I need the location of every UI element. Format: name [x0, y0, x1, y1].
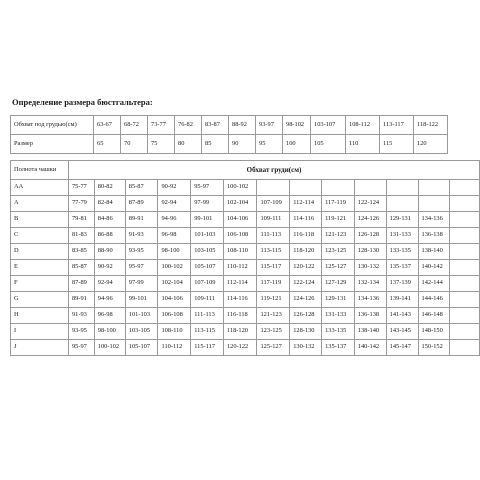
- bust-cell: 123-125: [322, 244, 355, 260]
- bust-cell: 94-96: [158, 212, 191, 228]
- bust-cell: 80-82: [94, 180, 125, 196]
- bust-cell: 75-77: [68, 180, 94, 196]
- bust-cell: 97-99: [125, 276, 158, 292]
- bust-cell: 99-101: [191, 212, 224, 228]
- table-row: [11, 228, 480, 244]
- bust-cell: 102-104: [158, 276, 191, 292]
- empty-cell: [450, 180, 480, 196]
- bust-cell: 105-107: [191, 260, 224, 276]
- size-cell: 110: [346, 135, 380, 154]
- empty-cell: [450, 244, 480, 260]
- bust-cell: 98-100: [94, 324, 125, 340]
- bust-cell: 119-121: [322, 212, 355, 228]
- underbust-cell: 113-117: [380, 116, 414, 135]
- bust-cell: 129-131: [322, 292, 355, 308]
- bust-cell: 86-88: [94, 228, 125, 244]
- underbust-cell: 88-92: [229, 116, 256, 135]
- cup-label: A: [11, 196, 69, 212]
- bust-cell: 125-127: [322, 260, 355, 276]
- underbust-row: [11, 116, 448, 135]
- bust-cell: 92-94: [158, 196, 191, 212]
- bust-cell: [290, 180, 322, 196]
- bust-cell: 126-128: [354, 228, 386, 244]
- bust-cell: 138-140: [418, 244, 450, 260]
- cup-label: I: [11, 324, 69, 340]
- bust-cell: [386, 196, 418, 212]
- empty-cell: [450, 260, 480, 276]
- bust-cell: [354, 180, 386, 196]
- empty-cell: [450, 228, 480, 244]
- bust-cell: 107-109: [257, 196, 290, 212]
- bust-cell: 101-103: [125, 308, 158, 324]
- empty-cell: [450, 196, 480, 212]
- bust-cell: 134-136: [354, 292, 386, 308]
- cup-label: AA: [11, 180, 69, 196]
- bust-cell: 92-94: [94, 276, 125, 292]
- bust-cell: 120-122: [290, 260, 322, 276]
- table-row: [11, 276, 480, 292]
- bust-cell: 135-137: [322, 340, 355, 356]
- bust-cell: 110-112: [158, 340, 191, 356]
- bust-cell: 121-123: [322, 228, 355, 244]
- bust-cell: 133-135: [322, 324, 355, 340]
- bust-cell: 83-85: [68, 244, 94, 260]
- bust-cell: 131-133: [322, 308, 355, 324]
- bust-cell: 102-104: [223, 196, 257, 212]
- bust-cell: 122-124: [354, 196, 386, 212]
- cup-label: F: [11, 276, 69, 292]
- bust-cell: [418, 196, 450, 212]
- bust-cell: 121-123: [257, 308, 290, 324]
- bust-cell: 111-113: [257, 228, 290, 244]
- bust-cell: 109-111: [257, 212, 290, 228]
- bust-cell: 148-150: [418, 324, 450, 340]
- bust-cell: 120-122: [223, 340, 257, 356]
- table-row: [11, 292, 480, 308]
- bust-cell: 128-130: [290, 324, 322, 340]
- underbust-cell: 108-112: [346, 116, 380, 135]
- bust-cell: 124-126: [290, 292, 322, 308]
- empty-cell: [450, 340, 480, 356]
- bust-cell: 77-79: [68, 196, 94, 212]
- bust-cell: 88-90: [94, 244, 125, 260]
- size-cell: 100: [283, 135, 311, 154]
- bust-cell: 137-139: [386, 276, 418, 292]
- bust-cell: 95-97: [125, 260, 158, 276]
- bust-cell: 105-107: [125, 340, 158, 356]
- table-row: [11, 196, 480, 212]
- bust-cell: 144-146: [418, 292, 450, 308]
- bust-cell: 143-145: [386, 324, 418, 340]
- bust-cell: 139-141: [386, 292, 418, 308]
- bust-cell: 136-138: [418, 228, 450, 244]
- cup-header: Полнота чашки: [11, 161, 69, 180]
- size-cell: 120: [414, 135, 448, 154]
- table-row: [11, 260, 480, 276]
- table-row: [11, 324, 480, 340]
- underbust-cell: 98-102: [283, 116, 311, 135]
- bust-cell: 115-117: [257, 260, 290, 276]
- bust-cell: 134-136: [418, 212, 450, 228]
- bust-cell: 104-106: [223, 212, 257, 228]
- table-row: [11, 308, 480, 324]
- bust-cell: 140-142: [354, 340, 386, 356]
- bust-cell: 138-140: [354, 324, 386, 340]
- bust-cell: 123-125: [257, 324, 290, 340]
- size-cell: 105: [311, 135, 346, 154]
- bust-cell: 150-152: [418, 340, 450, 356]
- bust-cell: 130-132: [354, 260, 386, 276]
- bust-cell: 85-87: [68, 260, 94, 276]
- table-row: [11, 212, 480, 228]
- bust-cell: 97-99: [191, 196, 224, 212]
- size-cell: 90: [229, 135, 256, 154]
- bust-cell: 119-121: [257, 292, 290, 308]
- underbust-cell: 73-77: [148, 116, 175, 135]
- table-row: [11, 180, 480, 196]
- cup-label: B: [11, 212, 69, 228]
- cup-label: J: [11, 340, 69, 356]
- bust-cell: 124-126: [354, 212, 386, 228]
- bust-cell: 112-114: [290, 196, 322, 212]
- bust-cell: 146-148: [418, 308, 450, 324]
- bust-cell: 109-111: [191, 292, 224, 308]
- bust-cell: 111-113: [191, 308, 224, 324]
- bust-cell: 125-127: [257, 340, 290, 356]
- empty-cell: [450, 212, 480, 228]
- bust-cell: 117-119: [257, 276, 290, 292]
- bust-cell: 89-91: [125, 212, 158, 228]
- cup-size-table: [10, 160, 480, 356]
- bust-cell: 85-87: [125, 180, 158, 196]
- bust-cell: 89-91: [68, 292, 94, 308]
- bust-cell: [386, 180, 418, 196]
- bust-cell: 79-81: [68, 212, 94, 228]
- bust-cell: 98-100: [158, 244, 191, 260]
- size-label: Размер: [11, 135, 94, 154]
- bust-cell: 118-120: [290, 244, 322, 260]
- cup-label: C: [11, 228, 69, 244]
- bust-cell: 95-97: [68, 340, 94, 356]
- bust-cell: 115-117: [191, 340, 224, 356]
- underbust-cell: 68-72: [121, 116, 148, 135]
- bust-cell: 122-124: [290, 276, 322, 292]
- empty-cell: [450, 276, 480, 292]
- bust-cell: [322, 180, 355, 196]
- bust-cell: 141-143: [386, 308, 418, 324]
- bust-cell: 101-103: [191, 228, 224, 244]
- cup-label: G: [11, 292, 69, 308]
- bust-cell: 90-92: [158, 180, 191, 196]
- bust-cell: 112-114: [223, 276, 257, 292]
- underbust-cell: 63-67: [94, 116, 121, 135]
- bust-cell: 100-102: [223, 180, 257, 196]
- bust-cell: 91-93: [125, 228, 158, 244]
- bust-cell: 114-116: [290, 212, 322, 228]
- bust-cell: 84-86: [94, 212, 125, 228]
- size-cell: 75: [148, 135, 175, 154]
- bust-cell: 132-134: [354, 276, 386, 292]
- bust-cell: 99-101: [125, 292, 158, 308]
- cup-label: D: [11, 244, 69, 260]
- bust-cell: 103-105: [191, 244, 224, 260]
- bust-cell: 87-89: [68, 276, 94, 292]
- bust-cell: 94-96: [94, 292, 125, 308]
- table-row: [11, 244, 480, 260]
- bust-cell: 106-108: [223, 228, 257, 244]
- bust-cell: 140-142: [418, 260, 450, 276]
- bust-header: Обхват груди(см): [68, 161, 479, 180]
- empty-cell: [450, 324, 480, 340]
- bust-cell: 113-115: [257, 244, 290, 260]
- size-cell: 95: [256, 135, 283, 154]
- bust-cell: [257, 180, 290, 196]
- bust-cell: 90-92: [94, 260, 125, 276]
- bust-cell: 117-119: [322, 196, 355, 212]
- cup-label: E: [11, 260, 69, 276]
- table-row: [11, 340, 480, 356]
- bust-cell: 118-120: [223, 324, 257, 340]
- bust-cell: 131-133: [386, 228, 418, 244]
- bust-cell: 93-95: [125, 244, 158, 260]
- bust-cell: 82-84: [94, 196, 125, 212]
- bust-cell: 129-131: [386, 212, 418, 228]
- bust-cell: 126-128: [290, 308, 322, 324]
- empty-cell: [450, 292, 480, 308]
- bust-cell: 108-110: [158, 324, 191, 340]
- bust-cell: 96-98: [94, 308, 125, 324]
- bust-cell: 108-110: [223, 244, 257, 260]
- cup-label: H: [11, 308, 69, 324]
- bust-cell: 110-112: [223, 260, 257, 276]
- bust-cell: 128-130: [354, 244, 386, 260]
- bust-cell: 142-144: [418, 276, 450, 292]
- underbust-cell: 93-97: [256, 116, 283, 135]
- bust-cell: [418, 180, 450, 196]
- underbust-cell: 83-87: [202, 116, 229, 135]
- bust-cell: 135-137: [386, 260, 418, 276]
- page-title: Определение размера бюстгальтера:: [12, 97, 153, 107]
- underbust-cell: 76-82: [175, 116, 202, 135]
- bust-cell: 127-129: [322, 276, 355, 292]
- bust-cell: 113-115: [191, 324, 224, 340]
- bust-cell: 91-93: [68, 308, 94, 324]
- bust-cell: 100-102: [158, 260, 191, 276]
- bust-cell: 93-95: [68, 324, 94, 340]
- underbust-cell: 103-107: [311, 116, 346, 135]
- empty-cell: [450, 308, 480, 324]
- size-cell: 65: [94, 135, 121, 154]
- bust-cell: 145-147: [386, 340, 418, 356]
- bust-cell: 95-97: [191, 180, 224, 196]
- size-row: [11, 135, 448, 154]
- bust-cell: 133-135: [386, 244, 418, 260]
- bust-cell: 96-98: [158, 228, 191, 244]
- size-cell: 80: [175, 135, 202, 154]
- bust-cell: 100-102: [94, 340, 125, 356]
- bust-cell: 107-109: [191, 276, 224, 292]
- bust-cell: 116-118: [290, 228, 322, 244]
- bust-cell: 87-89: [125, 196, 158, 212]
- bust-cell: 81-83: [68, 228, 94, 244]
- size-cell: 85: [202, 135, 229, 154]
- underbust-cell: 118-122: [414, 116, 448, 135]
- bust-cell: 130-132: [290, 340, 322, 356]
- bust-cell: 104-106: [158, 292, 191, 308]
- bust-cell: 116-118: [223, 308, 257, 324]
- bust-cell: 114-116: [223, 292, 257, 308]
- size-cell: 115: [380, 135, 414, 154]
- bust-cell: 136-138: [354, 308, 386, 324]
- size-table: [10, 115, 448, 154]
- bust-cell: 106-108: [158, 308, 191, 324]
- bust-cell: 103-105: [125, 324, 158, 340]
- header-row: [11, 161, 480, 180]
- size-cell: 70: [121, 135, 148, 154]
- underbust-label: Обхват под грудью(см): [11, 116, 94, 135]
